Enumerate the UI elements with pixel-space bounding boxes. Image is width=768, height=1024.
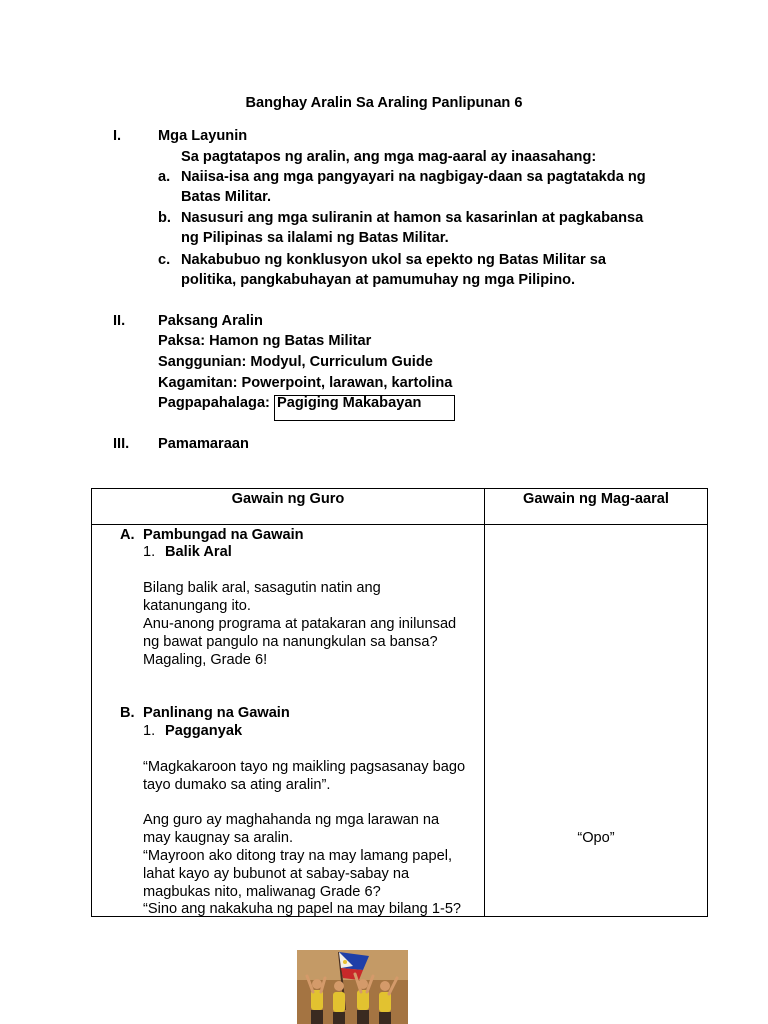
- part-a-line: Bilang balik aral, sasagutin natin ang: [143, 580, 381, 596]
- part-a-line: Magaling, Grade 6!: [143, 652, 268, 668]
- sanggunian-line: Sanggunian: Modyul, Curriculum Guide: [158, 354, 433, 370]
- part-a-subheading: Balik Aral: [165, 544, 232, 560]
- student-response: “Opo”: [577, 830, 615, 846]
- table-header-student: Gawain ng Mag-aaral: [523, 491, 669, 507]
- objectives-intro: Sa pagtatapos ng aralin, ang mga mag-aaral ay inaasahang:: [181, 149, 597, 165]
- document-title: Banghay Aralin Sa Araling Panlipunan 6: [245, 95, 523, 111]
- procedure-table: [91, 488, 708, 917]
- objective-a-line-2: Batas Militar.: [181, 189, 272, 205]
- objective-c-letter: c.: [158, 252, 171, 268]
- part-b-para2-line: “Mayroon ako ditong tray na may lamang papel,: [143, 848, 453, 864]
- part-b-letter: B.: [120, 705, 135, 721]
- section-1-numeral: I.: [113, 128, 122, 144]
- part-b-para2-line: Ang guro ay maghahanda ng mga larawan na: [143, 812, 440, 828]
- kagamitan-line: Kagamitan: Powerpoint, larawan, kartolina: [158, 375, 453, 391]
- paksa-line: Paksa: Hamon ng Batas Militar: [158, 333, 372, 349]
- flag-illustration: [297, 950, 408, 1024]
- part-b-para1-line: “Magkakaroon tayo ng maikling pagsasanay bago: [143, 759, 466, 775]
- section-1-heading: Mga Layunin: [158, 128, 248, 144]
- objective-b-letter: b.: [158, 210, 171, 226]
- part-b-para2-line: “Sino ang nakakuha ng papel na may bilang 1-5?: [143, 901, 462, 917]
- objective-b-line-2: ng Pilipinas sa ilalami ng Batas Militar.: [181, 230, 449, 246]
- part-a-line: Anu-anong programa at patakaran ang inilunsad: [143, 616, 457, 632]
- table-column-divider: [484, 489, 485, 916]
- objective-b-line-1: Nasusuri ang mga suliranin at hamon sa kasarinlan at pagkabansa: [181, 210, 644, 226]
- part-a-line: katanungang ito.: [143, 598, 251, 614]
- objective-c-line-1: Nakabubuo ng konklusyon ukol sa epekto ng Batas Militar sa: [181, 252, 606, 268]
- part-a-heading: Pambungad na Gawain: [143, 527, 304, 543]
- section-2-heading: Paksang Aralin: [158, 313, 263, 329]
- section-3-numeral: III.: [113, 436, 130, 452]
- part-b-para2-line: lahat kayo ay bubunot at sabay-sabay na: [143, 866, 410, 882]
- part-b-subheading: Pagganyak: [165, 723, 243, 739]
- part-b-para1-line: tayo dumako sa ating aralin”.: [143, 777, 331, 793]
- objective-c-line-2: politika, pangkabuhayan at pamumuhay ng mga Pilipino.: [181, 272, 576, 288]
- pagpapahalaga-label: Pagpapahalaga:: [158, 395, 270, 411]
- section-2-numeral: II.: [113, 313, 126, 329]
- part-a-line: ng bawat pangulo na nanungkulan sa bansa?: [143, 634, 438, 650]
- part-b-para2-line: magbukas nito, maliwanag Grade 6?: [143, 884, 381, 900]
- objective-a-line-1: Naiisa-isa ang mga pangyayari na nagbigay-daan sa pagtatakda ng: [181, 169, 646, 185]
- part-b-heading: Panlinang na Gawain: [143, 705, 290, 721]
- objective-a-letter: a.: [158, 169, 171, 185]
- part-b-subnumber: 1.: [143, 723, 156, 739]
- table-header-teacher: Gawain ng Guro: [231, 491, 345, 507]
- part-a-subnumber: 1.: [143, 544, 156, 560]
- table-header-divider: [92, 524, 707, 525]
- part-b-para2-line: may kaugnay sa aralin.: [143, 830, 294, 846]
- part-a-letter: A.: [120, 527, 135, 543]
- section-3-heading: Pamamaraan: [158, 436, 249, 452]
- pagpapahalaga-value: Pagiging Makabayan: [277, 395, 422, 411]
